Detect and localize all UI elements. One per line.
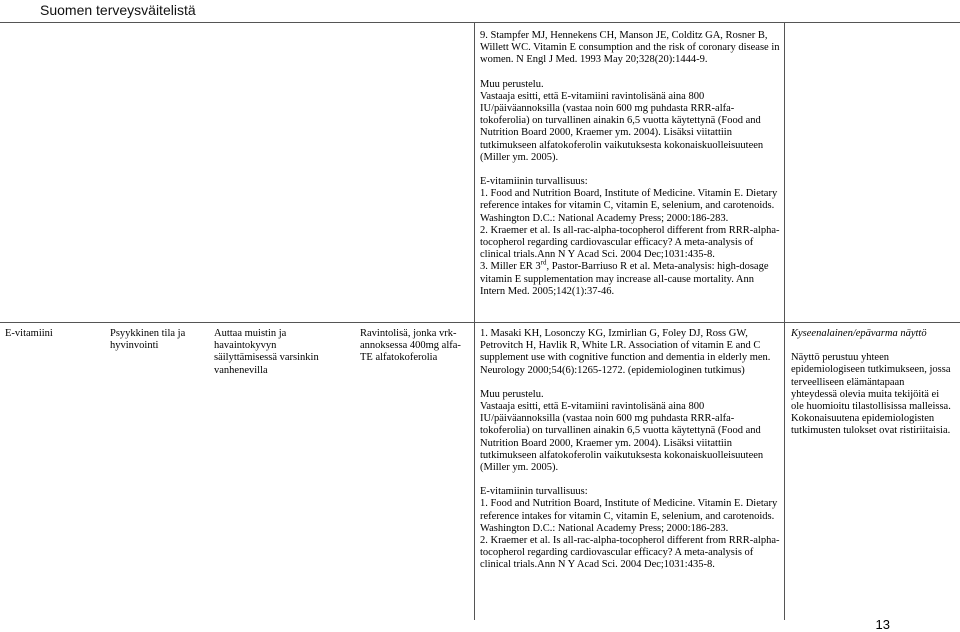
page-number: 13 — [875, 617, 890, 632]
reference-9: 9. Stampfer MJ, Hennekens CH, Manson JE, Colditz GA, Rosner B, Willett WC. Vitamin E consumption and the risk of coronary disease in women. N Engl J Med. 1993 May 20;328(20):1444-9. — [480, 30, 780, 66]
safety-title: E-vitamiinin turvallisuus: — [480, 176, 588, 188]
row-divider — [0, 322, 960, 323]
safety-reference-1: 1. Food and Nutrition Board, Institute of Medicine. Vitamin E. Dietary reference intakes for vitamin C, vitamin E, selenium, and carotenoids. Washington D.C.: National Academy Press; 2000:186-283. — [480, 498, 778, 534]
column-divider — [474, 22, 475, 620]
other-justification-label: Muu perustelu. — [480, 78, 544, 90]
substance-cell: E-vitamiini — [5, 328, 53, 339]
other-justification-label: Muu perustelu. — [480, 388, 544, 400]
assessment-title: Kyseenalainen/epävarma näyttö — [791, 328, 927, 339]
document-header: Suomen terveysväitelistä — [40, 2, 196, 18]
column-divider — [784, 22, 785, 620]
assessment-cell — [791, 328, 951, 438]
evidence-cell — [480, 328, 780, 572]
other-justification-text: Vastaaja esitti, että E-vitamiini ravintolisänä aina 800 IU/päiväannoksilla (vastaa noin 600 mg puhdasta RRR-alfa-tokoferolia) on turvallinen ainakin 6,5 vuotta käytettynä (Food and Nutrition Board 2000, Kraemer ym. 2004). Lisäksi viitattiin tutkimukseen alfatokoferolin vaikutuksesta kokonaiskuolleisuuteen (Miller ym. 2005). — [480, 401, 764, 474]
table-top-border — [0, 22, 960, 23]
other-justification-text: Vastaaja esitti, että E-vitamiini ravintolisänä aina 800 IU/päiväannoksilla (vastaa noin 600 mg puhdasta RRR-alfa-tokoferolia) on turvallinen ainakin 6,5 vuotta käytettynä (Food and Nutrition Board 2000, Kraemer ym. 2004). Lisäksi viitattiin tutkimukseen alfatokoferolin vaikutuksesta kokonaiskuolleisuuteen (Miller ym. 2005). — [480, 90, 764, 163]
safety-reference-2: 2. Kraemer et al. Is all-rac-alpha-tocopherol different from RRR-alpha-tocopherol regarding cardiovascular efficacy? A meta-analysis of clinical trials.Ann N Y Acad Sci. 2004 Dec;1031:435-8. — [480, 535, 780, 571]
assessment-text: Näyttö perustuu yhteen epidemiologiseen tutkimukseen, jossa terveelliseen elämäntapaan yhteydessä olevia muita tekijöitä ei ole huomioitu tilastollisissa malleissa. Kokonaisuutena epidemiologisten tutkimusten tulokset ovat ristiriitaisia. — [791, 352, 951, 437]
category-cell: Psyykkinen tila ja hyvinvointi — [110, 328, 186, 352]
evidence-cell-top — [480, 30, 780, 298]
safety-title: E-vitamiinin turvallisuus: — [480, 486, 588, 498]
reference-1: 1. Masaki KH, Losonczy KG, Izmirlian G, Foley DJ, Ross GW, Petrovitch H, Havlik R, White LR. Association of vitamin E and C supplement use with cognitive function and dementia in elderly men. Neurology 2000;54(6):1265-1272. (epidemiologinen tutkimus) — [480, 328, 771, 376]
safety-reference-1: 1. Food and Nutrition Board, Institute of Medicine. Vitamin E. Dietary reference intakes for vitamin C, vitamin E, selenium, and carotenoids. Washington D.C.: National Academy Press; 2000:186-283. — [480, 188, 778, 224]
safety-reference-2: 2. Kraemer et al. Is all-rac-alpha-tocopherol different from RRR-alpha-tocopherol regarding cardiovascular efficacy? A meta-analysis of clinical trials.Ann N Y Acad Sci. 2004 Dec;1031:435-8. — [480, 224, 780, 261]
safety-reference-3: 3. Miller ER 3rd, Pastor-Barriuso R et al. Meta-analysis: high-dosage vitamin E supplementation may increase all-cause mortality. Ann Intern Med. 2005;142(1):37-46. — [480, 258, 769, 297]
conditions-cell: Ravintolisä, jonka vrk-annoksessa 400mg alfa-TE alfatokoferolia — [360, 328, 461, 364]
claim-cell: Auttaa muistin ja havaintokyvyn säilyttämisessä varsinkin vanhenevilla — [214, 328, 319, 376]
